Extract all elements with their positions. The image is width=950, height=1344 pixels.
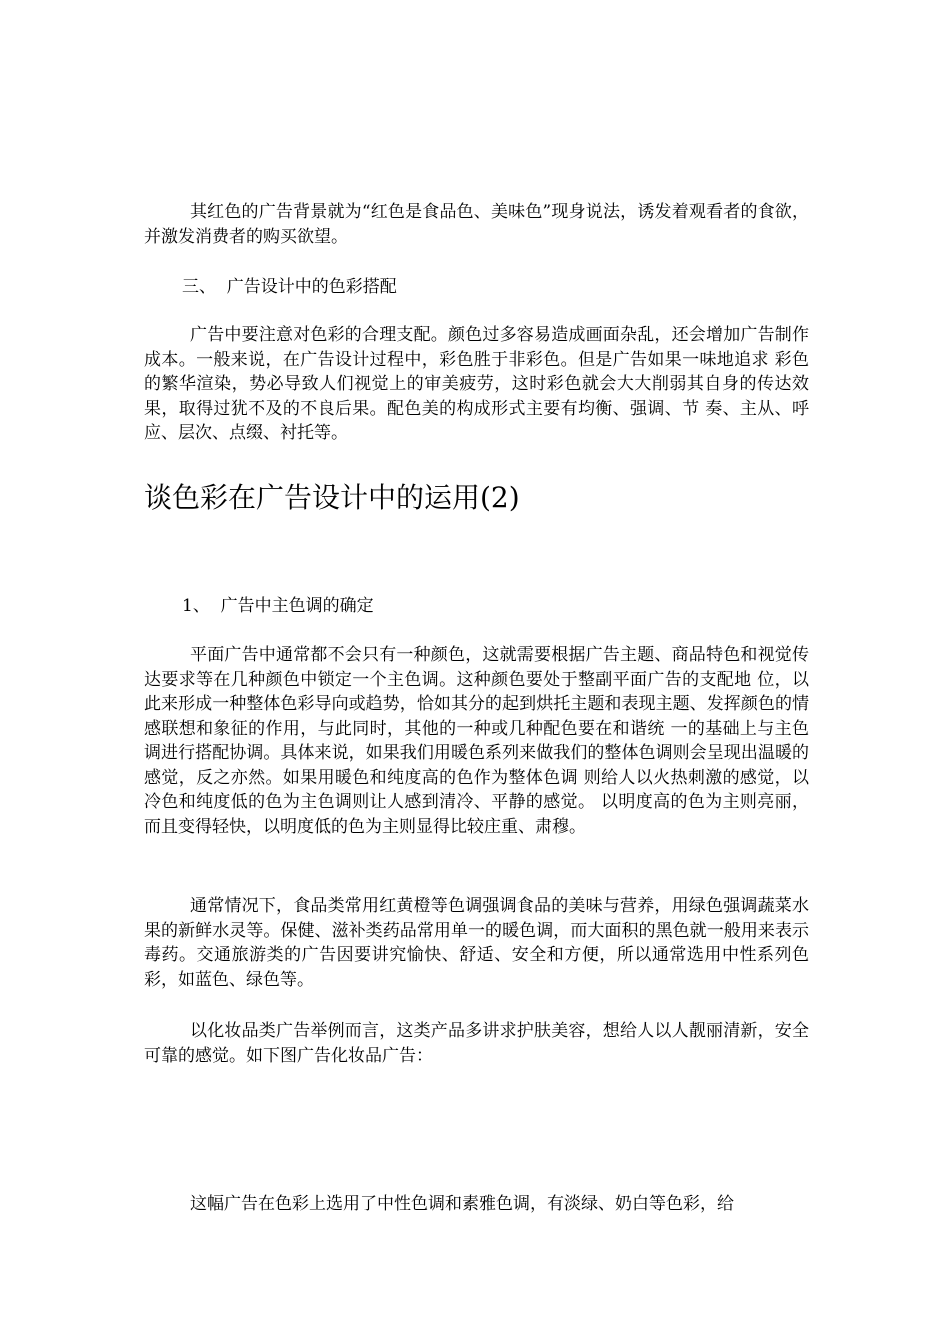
paragraph-main-tone: 平面广告中通常都不会只有一种颜色，这就需要根据广告主题、商品特色和视觉传达要求等在几种颜色中锁定一个主色调。这种颜色要处于整副平面广告的支配地 位，以此来形成一种整体色彩导向或趋势，恰如其分的起到烘托主题和表现主题、发挥颜色的情感联想和象征的作用，与此同时，其他的一种或几种配色要在和谐统 一的基础上与主色调进行搭配协调。具体来说，如果我们用暖色系列来做我们的整体色调则会呈现出温暖的感觉，反之亦然。如果用暖色和纯度高的色作为整体色调 则给人以火热刺激的感觉，以冷色和纯度低的色为主色调则让人感到清冷、平静的感觉。 以明度高的色为主则亮丽，而且变得轻快，以明度低的色为主则显得比较庄重、肃穆。 — [144, 645, 809, 837]
article-title: 谈色彩在广告设计中的运用(2) — [144, 481, 520, 514]
paragraph-product-categories: 通常情况下，食品类常用红黄橙等色调强调食品的美味与营养，用绿色强调蔬菜水果的新鲜水灵等。保健、滋补类药品常用单一的暖色调，而大面积的黑色就一般用来表示毒药。交通旅游类的广告因要讲究愉快、舒适、安全和方便，所以通常选用中性系列色彩，如蓝色、绿色等。 — [144, 896, 809, 990]
paragraph-red-background: 其红色的广告背景就为“红色是食品色、美味色”现身说法，诱发着观看者的食欲，并激发消费者的购买欲望。 — [144, 202, 809, 247]
paragraph-color-arrangement: 广告中要注意对色彩的合理支配。颜色过多容易造成画面杂乱，还会增加广告制作成本。一般来说，在广告设计过程中，彩色胜于非彩色。但是广告如果一味地追求 彩色的繁华渲染，势必导致人们视觉上的审美疲劳，这时彩色就会大大削弱其自身的传达效果，取得过犹不及的不良后果。配色美的构成形式主要有均衡、强调、节 奏、主从、呼应、层次、点缀、衬托等。 — [144, 325, 809, 443]
paragraph-ad-description: 这幅广告在色彩上选用了中性色调和素雅色调，有淡绿、奶白等色彩，给 — [190, 1194, 734, 1214]
paragraph-cosmetics-example: 以化妆品类广告举例而言，这类产品多讲求护肤美容，想给人以人靓丽清新，安全可靠的感觉。如下图广告化妆品广告： — [144, 1021, 809, 1066]
section-heading-color-matching: 三、 广告设计中的色彩搭配 — [182, 277, 397, 297]
subheading-main-tone: 1、 广告中主色调的确定 — [182, 596, 374, 616]
